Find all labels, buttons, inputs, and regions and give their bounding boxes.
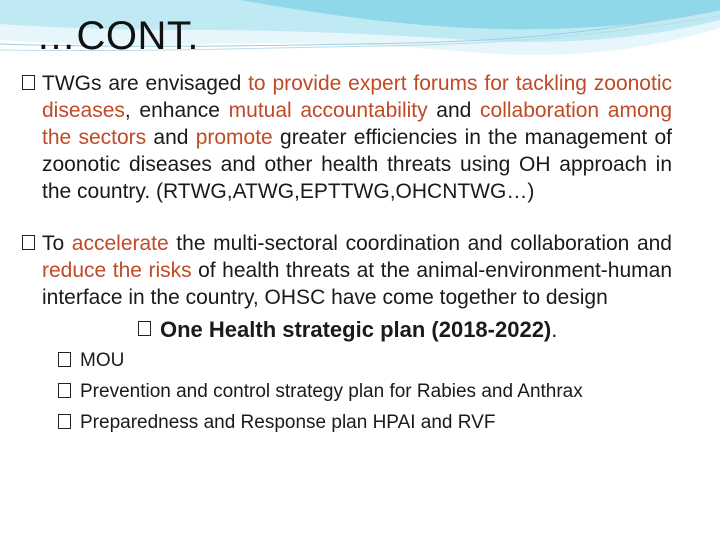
text-segment: , enhance bbox=[124, 99, 229, 122]
highlighted-text: mutual accountability bbox=[228, 99, 428, 122]
highlighted-text: accelerate bbox=[71, 232, 169, 255]
strategic-plan-suffix: . bbox=[551, 317, 558, 342]
square-bullet-icon bbox=[138, 321, 151, 336]
text-segment: and bbox=[146, 126, 196, 149]
slide-title: …CONT. bbox=[36, 14, 199, 58]
sub-list-item bbox=[58, 408, 672, 437]
text-segment: and bbox=[427, 99, 481, 122]
highlighted-text: promote bbox=[195, 126, 273, 149]
highlighted-text: to provide expert forums for tackling zoonotic diseases bbox=[42, 72, 672, 122]
text-segment: To bbox=[42, 232, 72, 255]
bullet-paragraph bbox=[22, 230, 672, 311]
highlighted-text: reduce the risks bbox=[42, 259, 192, 282]
sub-item-text: Prevention and control strategy plan for Rabies and Anthrax bbox=[80, 381, 583, 402]
text-segment: the multi-sectoral coordination and collaboration and bbox=[168, 232, 672, 255]
text-segment: of health threats at the animal-environment-human interface in the country, OHSC have come together to design bbox=[42, 259, 672, 309]
bullet-paragraph bbox=[22, 70, 672, 205]
text-segment: greater efficiencies in the management of zoonotic diseases and other health threats using OH approach in the country. (RTWG,ATWG,EPTTWG,OHCNTWG…) bbox=[42, 126, 672, 203]
square-bullet-icon bbox=[58, 383, 71, 398]
square-bullet-icon bbox=[22, 235, 35, 250]
strategic-plan-label: One Health strategic plan (2018-2022) bbox=[160, 317, 552, 342]
sub-item-text: Preparedness and Response plan HPAI and RVF bbox=[80, 412, 496, 433]
sub-list-item bbox=[58, 346, 672, 375]
highlighted-text: collaboration among the sectors bbox=[42, 99, 672, 149]
sub-list-item bbox=[58, 377, 672, 406]
slide-body bbox=[22, 70, 672, 437]
strategic-plan-item bbox=[138, 315, 672, 344]
square-bullet-icon bbox=[58, 352, 71, 367]
square-bullet-icon bbox=[58, 414, 71, 429]
bullet-text bbox=[42, 232, 672, 309]
sub-item-text: MOU bbox=[80, 350, 125, 371]
bullet-text bbox=[42, 72, 672, 203]
text-segment: TWGs are envisaged bbox=[42, 72, 249, 95]
square-bullet-icon bbox=[22, 75, 35, 90]
